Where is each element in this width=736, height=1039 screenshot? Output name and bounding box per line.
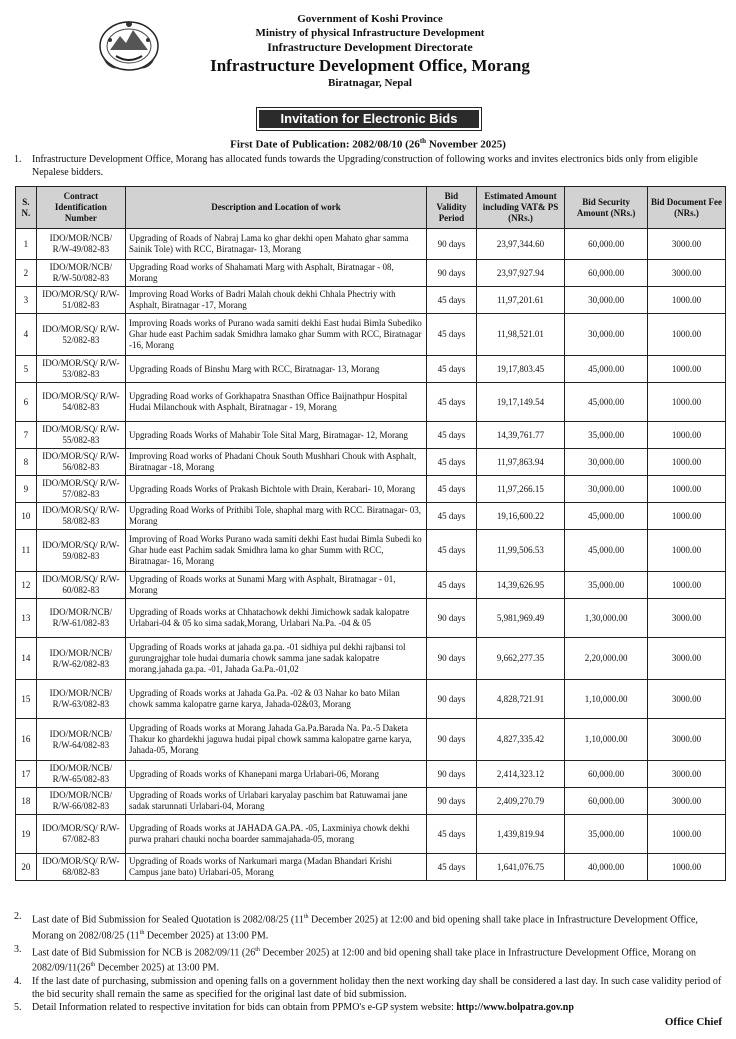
cell-contract-id: IDO/MOR/SQ/ R/W-58/082-83 <box>36 503 125 530</box>
cell-estimated-amount: 23,97,344.60 <box>476 229 564 260</box>
table-row <box>16 449 726 476</box>
table-row <box>16 503 726 530</box>
cell-description: Improving of Road Works Purano wada samiti dekhi East hudai Bimla Subedi ko Ghar hude east Pachim sadak Smidhra lama ko ghar Summ with RCC, Biratnagar- 16, Morang <box>126 530 427 572</box>
cell-sn: 2 <box>16 260 37 287</box>
cell-document-fee: 3000.00 <box>648 260 726 287</box>
table-row <box>16 314 726 356</box>
cell-validity-period: 90 days <box>427 761 477 788</box>
intro-text: Infrastructure Development Office, Morang has allocated funds towards the Upgrading/construction of following works and invites electronics bids only from eligible Nepalese bidders. <box>32 154 698 178</box>
cell-sn: 7 <box>16 422 37 449</box>
cell-contract-id: IDO/MOR/SQ/ R/W-55/082-83 <box>36 422 125 449</box>
cell-description: Upgrading Roads of Binshu Marg with RCC, Biratnagar- 13, Morang <box>126 356 427 383</box>
cell-estimated-amount: 19,16,600.22 <box>476 503 564 530</box>
egp-website-link[interactable]: http://www.bolpatra.gov.np <box>456 1002 574 1014</box>
cell-bid-security: 30,000.00 <box>565 287 648 314</box>
table-row <box>16 572 726 599</box>
cell-document-fee: 3000.00 <box>648 761 726 788</box>
cell-description: Upgrading of Roads works of Urlabari karyalay paschim bat Ratuwamai jane sadak starunnati Urlabari-04, Morang <box>126 788 427 815</box>
cell-estimated-amount: 4,828,721.91 <box>476 680 564 719</box>
table-row <box>16 638 726 680</box>
cell-estimated-amount: 1,439,819.94 <box>476 815 564 854</box>
cell-bid-security: 45,000.00 <box>565 503 648 530</box>
government-emblem-icon <box>98 16 160 72</box>
cell-document-fee: 1000.00 <box>648 287 726 314</box>
cell-sn: 9 <box>16 476 37 503</box>
cell-validity-period: 90 days <box>427 719 477 761</box>
table-row <box>16 356 726 383</box>
table-row <box>16 287 726 314</box>
cell-validity-period: 45 days <box>427 383 477 422</box>
header-sn: S. N. <box>16 187 37 229</box>
cell-description: Upgrading Road works of Gorkhapatra Snasthan Office Baijnathpur Hospital Hudai Milanchouk with Asphalt, Biratnagar - 19, Morang <box>126 383 427 422</box>
cell-validity-period: 45 days <box>427 314 477 356</box>
cell-validity-period: 90 days <box>427 680 477 719</box>
cell-contract-id: IDO/MOR/NCB/ R/W-63/082-83 <box>36 680 125 719</box>
government-name: Government of Koshi Province <box>297 13 443 25</box>
cell-description: Upgrading of Roads works at Chhatachowk dekhi Jimichowk sadak kalopatre Urlabari-04 & 05 ko sima sadak,Morang, Urlabari Na.Pa. -04 & 05 <box>126 599 427 638</box>
cell-validity-period: 45 days <box>427 356 477 383</box>
header-document-fee: Bid Document Fee (NRs.) <box>648 187 726 229</box>
table-row <box>16 680 726 719</box>
cell-bid-security: 1,10,000.00 <box>565 719 648 761</box>
table-header-row <box>16 187 726 229</box>
cell-bid-security: 45,000.00 <box>565 530 648 572</box>
cell-bid-security: 1,30,000.00 <box>565 599 648 638</box>
cell-contract-id: IDO/MOR/NCB/ R/W-64/082-83 <box>36 719 125 761</box>
cell-bid-security: 30,000.00 <box>565 476 648 503</box>
cell-estimated-amount: 11,97,266.15 <box>476 476 564 503</box>
cell-sn: 10 <box>16 503 37 530</box>
cell-sn: 18 <box>16 788 37 815</box>
cell-estimated-amount: 23,97,927.94 <box>476 260 564 287</box>
cell-document-fee: 3000.00 <box>648 719 726 761</box>
cell-description: Upgrading Roads Works of Prakash Bichtole with Drain, Kerabari- 10, Morang <box>126 476 427 503</box>
note-2: 2. Last date of Bid Submission for Sealed Quotation is 2082/08/25 (11th December 2025) at 12:00 and bid opening shall take place in Infrastructure Development Office, Morang on 2082/08/25 (11th December 2025) at 13:00 PM. <box>14 911 698 942</box>
cell-document-fee: 3000.00 <box>648 229 726 260</box>
office-name: Infrastructure Development Office, Morang <box>210 56 530 75</box>
cell-estimated-amount: 2,414,323.12 <box>476 761 564 788</box>
cell-contract-id: IDO/MOR/SQ/ R/W-57/082-83 <box>36 476 125 503</box>
cell-bid-security: 60,000.00 <box>565 761 648 788</box>
intro-paragraph <box>14 153 726 179</box>
cell-validity-period: 45 days <box>427 815 477 854</box>
table-row <box>16 383 726 422</box>
publication-date: First Date of Publication: 2082/08/10 (26th November 2025) <box>230 137 506 151</box>
table-row <box>16 260 726 287</box>
cell-bid-security: 1,10,000.00 <box>565 680 648 719</box>
cell-document-fee: 1000.00 <box>648 422 726 449</box>
cell-sn: 17 <box>16 761 37 788</box>
cell-sn: 4 <box>16 314 37 356</box>
cell-contract-id: IDO/MOR/NCB/ R/W-66/082-83 <box>36 788 125 815</box>
cell-sn: 6 <box>16 383 37 422</box>
cell-document-fee: 1000.00 <box>648 449 726 476</box>
cell-validity-period: 45 days <box>427 476 477 503</box>
cell-contract-id: IDO/MOR/SQ/ R/W-52/082-83 <box>36 314 125 356</box>
bids-table <box>15 186 726 881</box>
notice-banner <box>256 107 482 131</box>
directorate-name: Infrastructure Development Directorate <box>267 40 473 54</box>
cell-document-fee: 1000.00 <box>648 356 726 383</box>
cell-contract-id: IDO/MOR/SQ/ R/W-54/082-83 <box>36 383 125 422</box>
cell-contract-id: IDO/MOR/NCB/ R/W-61/082-83 <box>36 599 125 638</box>
cell-validity-period: 90 days <box>427 638 477 680</box>
cell-sn: 12 <box>16 572 37 599</box>
cell-estimated-amount: 2,409,270.79 <box>476 788 564 815</box>
header-bid-security: Bid Security Amount (NRs.) <box>565 187 648 229</box>
cell-bid-security: 30,000.00 <box>565 449 648 476</box>
cell-description: Upgrading of Roads of Nabraj Lama ko ghar dekhi open Mahato ghar samma Sainik Tole) with RCC, Biratnagar- 13, Morang <box>126 229 427 260</box>
cell-sn: 16 <box>16 719 37 761</box>
cell-document-fee: 3000.00 <box>648 638 726 680</box>
cell-estimated-amount: 11,99,506.53 <box>476 530 564 572</box>
table-row <box>16 229 726 260</box>
cell-document-fee: 3000.00 <box>648 599 726 638</box>
cell-description: Upgrading Road Works of Prithibi Tole, shaphal marg with RCC. Biratnagar- 03, Morang <box>126 503 427 530</box>
cell-document-fee: 3000.00 <box>648 788 726 815</box>
cell-document-fee: 1000.00 <box>648 854 726 881</box>
table-row <box>16 761 726 788</box>
cell-bid-security: 30,000.00 <box>565 314 648 356</box>
table-row <box>16 476 726 503</box>
cell-estimated-amount: 11,98,521.01 <box>476 314 564 356</box>
cell-description: Upgrading of Roads works of Narkumari marga (Madan Bhandari Krishi Campus jane bato) Urlabari-05, Morang <box>126 854 427 881</box>
cell-validity-period: 90 days <box>427 599 477 638</box>
cell-document-fee: 1000.00 <box>648 503 726 530</box>
notice-title: Invitation for Electronic Bids <box>259 110 479 128</box>
header-validity-period: Bid Validity Period <box>427 187 477 229</box>
cell-contract-id: IDO/MOR/SQ/ R/W-56/082-83 <box>36 449 125 476</box>
cell-validity-period: 45 days <box>427 503 477 530</box>
note-4: 4. If the last date of purchasing, submission and opening falls on a government holiday then the next working day shall be considered a last day. In such case validity period of the bid security shall remain the same as specified for the original last date of bid submission. <box>14 976 722 1000</box>
header-contract-id: Contract Identification Number <box>36 187 125 229</box>
note-3: 3. Last date of Bid Submission for NCB is 2082/09/11 (26th December 2025) at 12:00 and bid opening shall take place in Infrastructure Development Office, Morang on 2082/09/11(26th December 2025) at 13:00 PM. <box>14 943 696 974</box>
cell-validity-period: 45 days <box>427 572 477 599</box>
cell-contract-id: IDO/MOR/SQ/ R/W-51/082-83 <box>36 287 125 314</box>
cell-sn: 13 <box>16 599 37 638</box>
cell-bid-security: 35,000.00 <box>565 815 648 854</box>
table-row <box>16 599 726 638</box>
cell-contract-id: IDO/MOR/SQ/ R/W-67/082-83 <box>36 815 125 854</box>
cell-estimated-amount: 4,827,335.42 <box>476 719 564 761</box>
cell-description: Upgrading of Roads works at jahada ga.pa. -01 sidhiya pul dekhi rajbansi tol gurungrajghar tole hudai dumaria chowk samma jane sadak kalopatre morang.jahada ga.pa. -01, Jahada Ga.Pa.-01,02 <box>126 638 427 680</box>
cell-sn: 15 <box>16 680 37 719</box>
cell-estimated-amount: 19,17,803.45 <box>476 356 564 383</box>
header-description: Description and Location of work <box>126 187 427 229</box>
table-row <box>16 719 726 761</box>
cell-validity-period: 90 days <box>427 260 477 287</box>
cell-validity-period: 90 days <box>427 229 477 260</box>
cell-document-fee: 1000.00 <box>648 314 726 356</box>
cell-estimated-amount: 14,39,761.77 <box>476 422 564 449</box>
cell-bid-security: 60,000.00 <box>565 229 648 260</box>
cell-document-fee: 1000.00 <box>648 572 726 599</box>
cell-sn: 14 <box>16 638 37 680</box>
cell-estimated-amount: 11,97,863.94 <box>476 449 564 476</box>
cell-estimated-amount: 9,662,277.35 <box>476 638 564 680</box>
cell-description: Upgrading of Roads works at Morang Jahada Ga.Pa.Barada Na. Pa.-5 Daketa Thakur ko ghardekhi jaguwa hudai pipal chowk samma kalopatre garne karya, Jahada-05, Morang <box>126 719 427 761</box>
cell-description: Upgrading of Roads works at Jahada Ga.Pa. -02 & 03 Nahar ko bato Milan chowk samma kalopatre garne karya, Jahada-02&03, Morang <box>126 680 427 719</box>
intro-number: 1. <box>14 154 22 165</box>
cell-validity-period: 45 days <box>427 287 477 314</box>
cell-contract-id: IDO/MOR/SQ/ R/W-60/082-83 <box>36 572 125 599</box>
cell-contract-id: IDO/MOR/SQ/ R/W-59/082-83 <box>36 530 125 572</box>
cell-contract-id: IDO/MOR/SQ/ R/W-53/082-83 <box>36 356 125 383</box>
cell-sn: 3 <box>16 287 37 314</box>
cell-estimated-amount: 1,641,076.75 <box>476 854 564 881</box>
cell-bid-security: 40,000.00 <box>565 854 648 881</box>
ministry-name: Ministry of physical Infrastructure Development <box>255 27 485 39</box>
cell-estimated-amount: 19,17,149.54 <box>476 383 564 422</box>
cell-document-fee: 1000.00 <box>648 476 726 503</box>
table-row <box>16 530 726 572</box>
cell-contract-id: IDO/MOR/NCB/ R/W-62/082-83 <box>36 638 125 680</box>
cell-document-fee: 3000.00 <box>648 680 726 719</box>
notes-section <box>14 911 726 1016</box>
cell-validity-period: 45 days <box>427 530 477 572</box>
cell-document-fee: 1000.00 <box>648 383 726 422</box>
cell-contract-id: IDO/MOR/SQ/ R/W-68/082-83 <box>36 854 125 881</box>
cell-bid-security: 60,000.00 <box>565 788 648 815</box>
cell-contract-id: IDO/MOR/NCB/ R/W-49/082-83 <box>36 229 125 260</box>
cell-contract-id: IDO/MOR/NCB/ R/W-65/082-83 <box>36 761 125 788</box>
cell-contract-id: IDO/MOR/NCB/ R/W-50/082-83 <box>36 260 125 287</box>
cell-description: Improving Road works of Phadani Chouk South Mushhari Chouk with Asphalt, Biratnagar -18, Morang <box>126 449 427 476</box>
cell-bid-security: 60,000.00 <box>565 260 648 287</box>
cell-description: Upgrading of Roads works at JAHADA GA.PA. -05, Laxminiya chowk dekhi purwa prahari chauki nocha boarder sammajahada-05, morang <box>126 815 427 854</box>
cell-validity-period: 45 days <box>427 854 477 881</box>
table-row <box>16 788 726 815</box>
cell-description: Upgrading of Roads works of Khanepani marga Urlabari-06, Morang <box>126 761 427 788</box>
cell-description: Upgrading Roads Works of Mahabir Tole Sital Marg, Biratnagar- 12, Morang <box>126 422 427 449</box>
cell-sn: 5 <box>16 356 37 383</box>
cell-bid-security: 2,20,000.00 <box>565 638 648 680</box>
letterhead <box>170 12 570 90</box>
cell-validity-period: 90 days <box>427 788 477 815</box>
cell-sn: 1 <box>16 229 37 260</box>
signatory-title: Office Chief <box>664 1016 722 1028</box>
cell-sn: 19 <box>16 815 37 854</box>
note-5: 5. Detail Information related to respective invitation for bids can obtain from PPMO's e-GP system website: http://www.bolpatra.gov.np <box>14 1002 574 1014</box>
cell-bid-security: 45,000.00 <box>565 383 648 422</box>
cell-description: Improving Roads works of Purano wada samiti dekhi East hudai Bimla Subediko Ghar hude east Pachim sadak Smidhra lamako ghar Summ with RCC, Biratnagar -16, Morang <box>126 314 427 356</box>
cell-sn: 20 <box>16 854 37 881</box>
cell-estimated-amount: 14,39,626.95 <box>476 572 564 599</box>
cell-estimated-amount: 11,97,201.61 <box>476 287 564 314</box>
table-row <box>16 815 726 854</box>
cell-sn: 8 <box>16 449 37 476</box>
cell-estimated-amount: 5,981,969.49 <box>476 599 564 638</box>
office-address: Biratnagar, Nepal <box>328 77 412 89</box>
cell-validity-period: 45 days <box>427 449 477 476</box>
cell-validity-period: 45 days <box>427 422 477 449</box>
cell-description: Upgrading of Roads works at Sunami Marg with Asphalt, Biratnagar - 01, Morang <box>126 572 427 599</box>
cell-document-fee: 1000.00 <box>648 815 726 854</box>
cell-document-fee: 1000.00 <box>648 530 726 572</box>
table-row <box>16 422 726 449</box>
cell-description: Improving Road Works of Badri Malah chouk dekhi Chhala Phectriy with Asphalt, Biratnagar -17, Morang <box>126 287 427 314</box>
table-row <box>16 854 726 881</box>
cell-bid-security: 35,000.00 <box>565 572 648 599</box>
header-estimated-amount: Estimated Amount including VAT& PS (NRs.) <box>476 187 564 229</box>
cell-bid-security: 45,000.00 <box>565 356 648 383</box>
cell-description: Upgrading Road works of Shahamati Marg with Asphalt, Biratnagar - 08, Morang <box>126 260 427 287</box>
cell-bid-security: 35,000.00 <box>565 422 648 449</box>
cell-sn: 11 <box>16 530 37 572</box>
